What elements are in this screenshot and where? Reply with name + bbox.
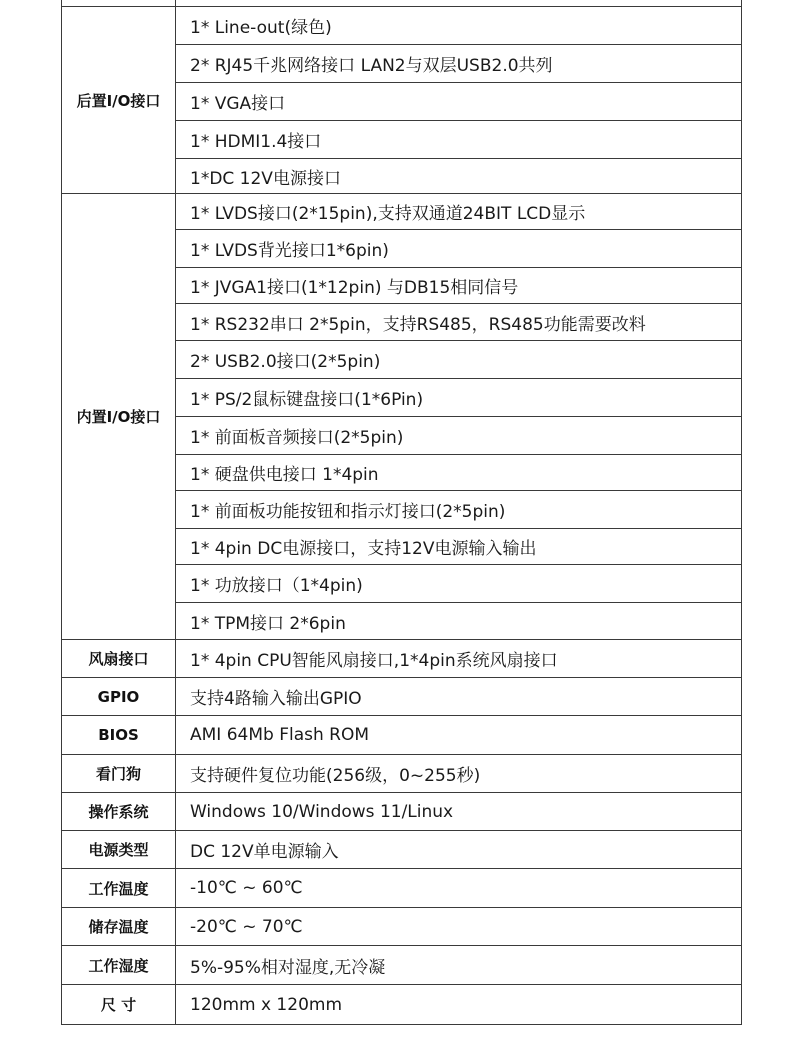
spec-label: 看门狗 xyxy=(62,755,176,793)
spec-label: 后置I/O接口 xyxy=(62,7,176,194)
spec-value: 1* 前面板功能按钮和指示灯接口(2*5pin) xyxy=(176,491,742,529)
spec-value: 120mm x 120mm xyxy=(176,985,742,1025)
spec-value: 1* HDMI1.4接口 xyxy=(176,121,742,159)
table-row xyxy=(62,640,742,678)
spec-value: AMI 64Mb Flash ROM xyxy=(176,716,742,755)
spec-value: 5%-95%相对湿度,无冷凝 xyxy=(176,946,742,985)
spec-value: -10℃ ~ 60℃ xyxy=(176,869,742,908)
spec-value: 1* Line-out(绿色) xyxy=(176,7,742,45)
table-row xyxy=(62,908,742,946)
table-row xyxy=(62,194,742,230)
table-row xyxy=(62,985,742,1025)
spec-value: 1* LVDS接口(2*15pin),支持双通道24BIT LCD显示 xyxy=(176,194,742,230)
spec-label: 工作温度 xyxy=(62,869,176,908)
spec-value: 1* RS232串口 2*5pin，支持RS485，RS485功能需要改料 xyxy=(176,304,742,341)
spec-value: -20℃ ~ 70℃ xyxy=(176,908,742,946)
spec-label: 储存温度 xyxy=(62,908,176,946)
spec-value: 1* 硬盘供电接口 1*4pin xyxy=(176,455,742,491)
table-row xyxy=(62,716,742,755)
spec-value: 2* USB2.0接口(2*5pin) xyxy=(176,341,742,379)
spec-table xyxy=(61,0,742,1025)
table-row xyxy=(62,678,742,716)
spec-label: 尺 寸 xyxy=(62,985,176,1025)
spec-value: 1* VGA接口 xyxy=(176,83,742,121)
spec-label: BIOS xyxy=(62,716,176,755)
table-row xyxy=(62,793,742,831)
spec-label: GPIO xyxy=(62,678,176,716)
spec-value: 2* RJ45千兆网络接口 LAN2与双层USB2.0共列 xyxy=(176,45,742,83)
table-row xyxy=(62,7,742,45)
spec-value: DC 12V单电源输入 xyxy=(176,831,742,869)
spec-value: 1* 4pin DC电源接口，支持12V电源输入输出 xyxy=(176,529,742,565)
spec-label: 内置I/O接口 xyxy=(62,194,176,640)
table-row xyxy=(62,869,742,908)
spec-label: 工作湿度 xyxy=(62,946,176,985)
spec-value: 1* 前面板音频接口(2*5pin) xyxy=(176,417,742,455)
table-row xyxy=(62,755,742,793)
spec-value: 1*DC 12V电源接口 xyxy=(176,159,742,194)
spec-value: 支持4路输入输出GPIO xyxy=(176,678,742,716)
spec-value: 支持硬件复位功能(256级，0~255秒) xyxy=(176,755,742,793)
spec-label: 风扇接口 xyxy=(62,640,176,678)
table-row xyxy=(62,946,742,985)
spec-value: 1* 4pin CPU智能风扇接口,1*4pin系统风扇接口 xyxy=(176,640,742,678)
table-row xyxy=(62,831,742,869)
spec-label: 电源类型 xyxy=(62,831,176,869)
spec-value: 1* JVGA1接口(1*12pin) 与DB15相同信号 xyxy=(176,268,742,304)
spec-value: 1* LVDS背光接口1*6pin) xyxy=(176,230,742,268)
spec-value: 1* TPM接口 2*6pin xyxy=(176,603,742,640)
spec-label: 操作系统 xyxy=(62,793,176,831)
spec-value: 1* 功放接口（1*4pin) xyxy=(176,565,742,603)
spec-value: Windows 10/Windows 11/Linux xyxy=(176,793,742,831)
spec-value: 1* PS/2鼠标键盘接口(1*6Pin) xyxy=(176,379,742,417)
